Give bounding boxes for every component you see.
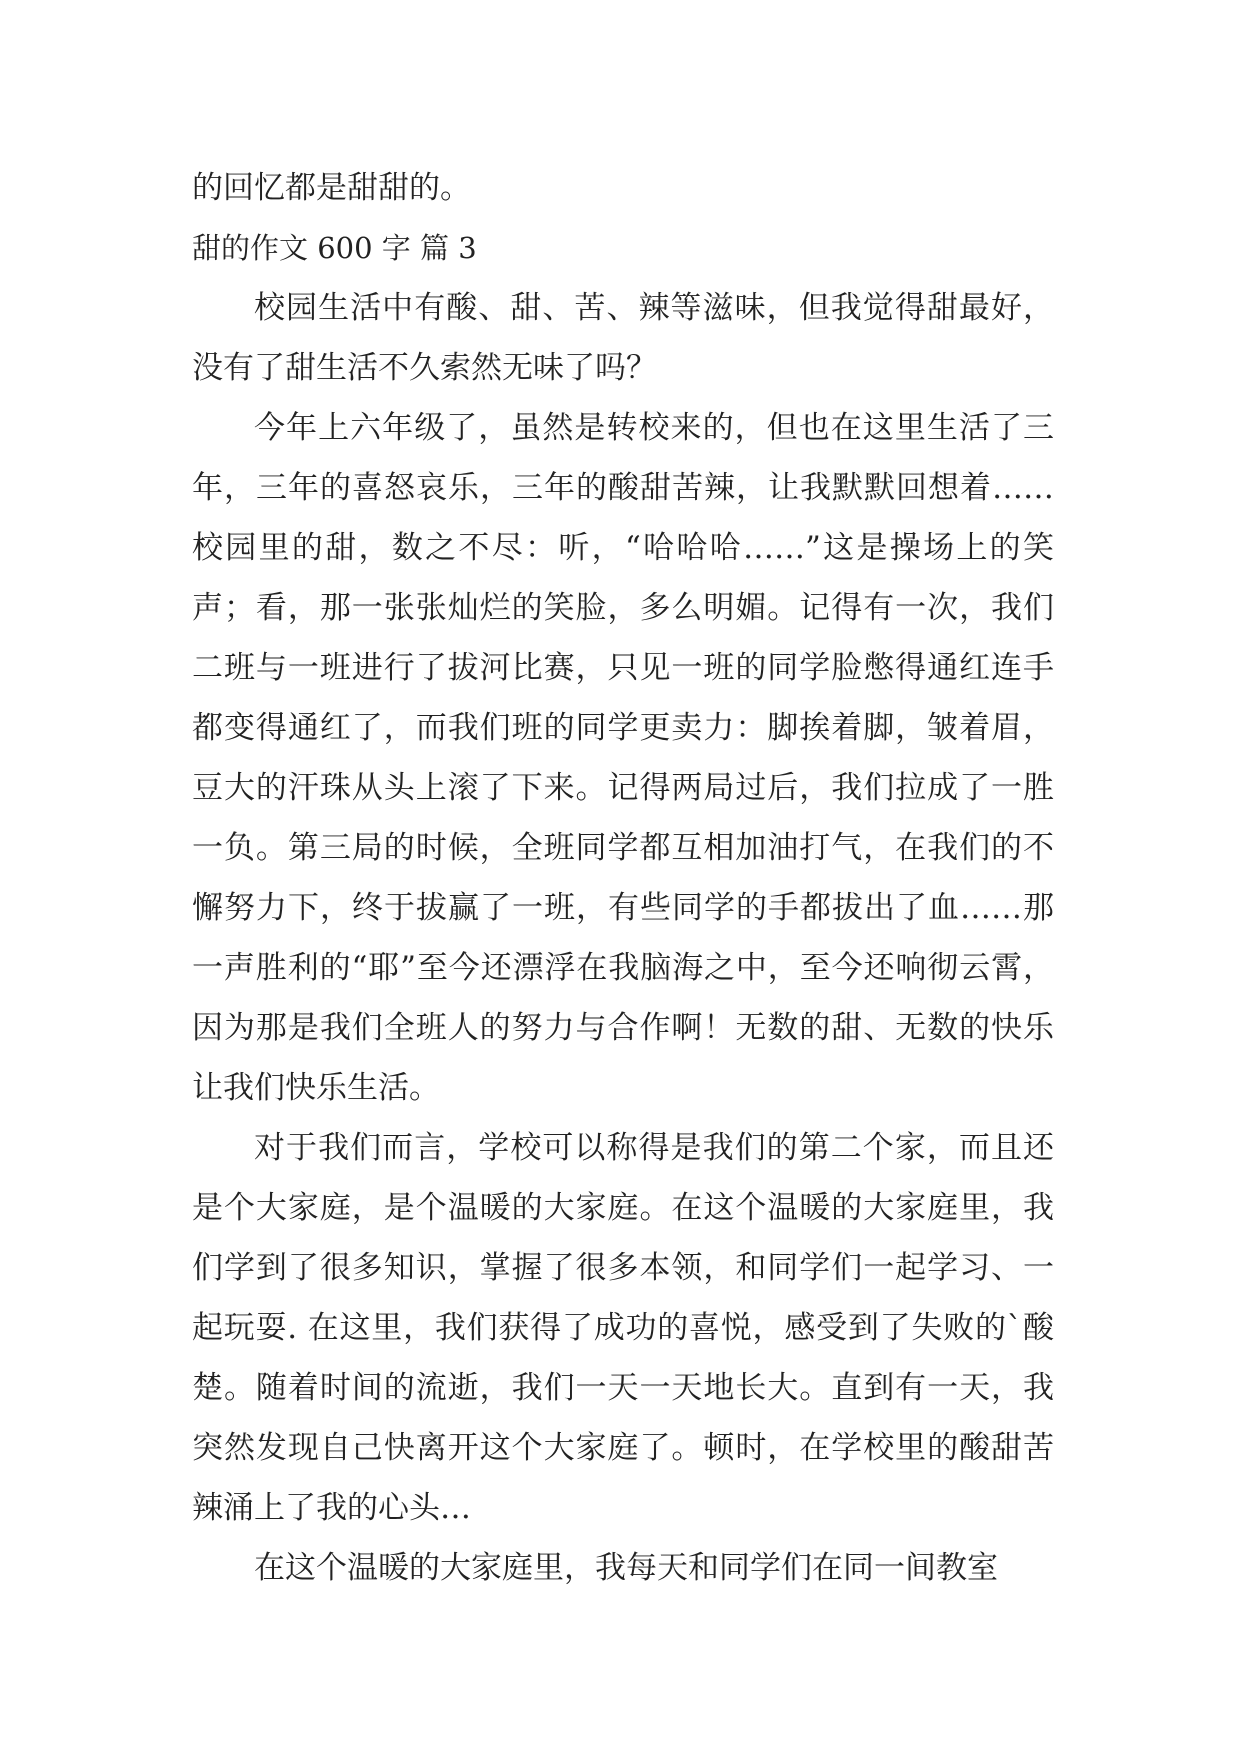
essay-heading: 甜的作文 600 字 篇 3 (192, 231, 477, 265)
document-body (192, 158, 1054, 1598)
paragraph-4: 在这个温暖的大家庭里，我每天和同学们在同一间教室 (254, 1550, 998, 1586)
paragraph-3: 对于我们而言，学校可以称得是我们的第二个家，而且还是个大家庭，是个温暖的大家庭。在这个温暖的大家庭里，我们学到了很多知识，掌握了很多本领，和同学们一起学习、一起玩耍. 在这里，我们获得了成功的喜悦，感受到了失败的`酸楚。随着时间的流逝，我们一天一天地长大。直到有一天，我突然发现自己快离开这个大家庭了。顿时，在学校里的酸甜苦辣涌上了我的心头… (192, 1130, 1054, 1526)
paragraph-1: 校园生活中有酸、甜、苦、辣等滋味，但我觉得甜最好，没有了甜生活不久索然无味了吗？ (192, 290, 1054, 386)
intro-fragment: 的回忆都是甜甜的。 (192, 170, 471, 206)
paragraph-2: 今年上六年级了，虽然是转校来的，但也在这里生活了三年，三年的喜怒哀乐，三年的酸甜苦辣，让我默默回想着……校园里的甜，数之不尽：听，“哈哈哈……”这是操场上的笑声；看，那一张张灿烂的笑脸，多么明媚。记得有一次，我们二班与一班进行了拔河比赛，只见一班的同学脸憋得通红连手都变得通红了，而我们班的同学更卖力：脚挨着脚，皱着眉，豆大的汗珠从头上滚了下来。记得两局过后，我们拉成了一胜一负。第三局的时候，全班同学都互相加油打气，在我们的不懈努力下，终于拔赢了一班，有些同学的手都拔出了血……那一声胜利的“耶”至今还漂浮在我脑海之中，至今还响彻云霄，因为那是我们全班人的努力与合作啊！无数的甜、无数的快乐让我们快乐生活。 (192, 410, 1054, 1106)
